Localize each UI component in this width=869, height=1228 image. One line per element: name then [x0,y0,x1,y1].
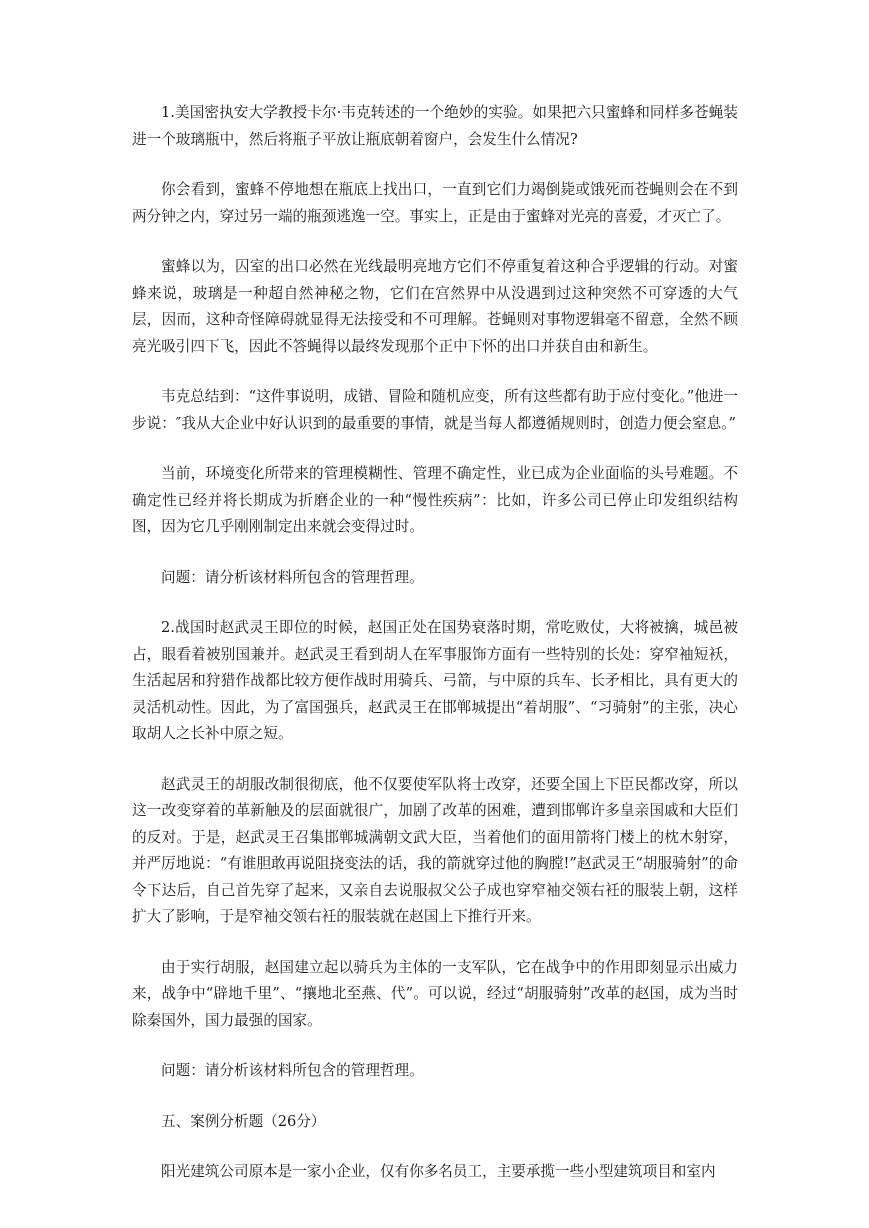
question-2: 问题：请分析该材料所包含的管理哲理。 [161,1062,424,1079]
paragraph-2: 你会看到，蜜蜂不停地想在瓶底上找出口，一直到它们力竭倒毙或饿死而苍蝇则会在不到两分钟之内，穿过另一端的瓶颈逃逸一空。事实上，正是由于蜜蜂对光亮的喜爱，才灭亡了。 [132,181,738,225]
document-page [132,100,738,1210]
paragraph-6: 2.战国时赵武灵王即位的时候，赵国正处在国势衰落时期，常吃败仗，大将被擒，城邑被占，眼看着被别国兼并。赵武灵王看到胡人在军事服饰方面有一些特别的长处：穿窄袖短袄，生活起居和狩猎作战都比较方便作战时用骑兵、弓箭，与中原的兵车、长矛相比，具有更大的灵活机动性。因此，为了富国强兵，赵武灵王在邯郸城提出“着胡服”、“习骑射”的主张，决心取胡人之长补中原之短。 [132,619,738,742]
paragraph-3: 蜜蜂以为，囚室的出口必然在光线最明亮地方它们不停重复着这种合乎逻辑的行动。对蜜蜂来说，玻璃是一种超自然神秘之物，它们在宫然界中从没遇到过这种突然不可穿透的大气层，因而，这种奇怪障碍就显得无法接受和不可理解。苍蝇则对事物逻辑毫不留意，全然不顾亮光吸引四下飞，因此不答蝇得以最终发现那个正中下怀的出口并获自由和新生。 [132,258,738,355]
paragraph-8: 由于实行胡服，赵国建立起以骑兵为主体的一支军队，它在战争中的作用即刻显示出威力来，战争中“辟地千里”、“攘地北至燕、代”。可以说，经过“胡服骑射”改革的赵国，成为当时除秦国外，国力最强的国家。 [132,958,738,1029]
section-heading: 五、案例分析题（26分） [161,1112,326,1130]
paragraph-5: 当前，环境变化所带来的管理模糊性、管理不确定性，业已成为企业面临的头号难题。不确定性已经并将长期成为折磨企业的一种“慢性疾病”：比如，许多公司已停止印发组织结构图，因为它几乎刚刚制定出来就会变得过时。 [132,465,738,535]
paragraph-1: 1.美国密执安大学教授卡尔·韦克转述的一个绝妙的实验。如果把六只蜜蜂和同样多苍蝇装进一个玻璃瓶中，然后将瓶子平放让瓶底朝着窗户，会发生什么情况? [132,104,738,148]
paragraph-7: 赵武灵王的胡服改制很彻底，他不仅要使军队将士改穿，还要全国上下臣民都改穿，所以这一改变穿着的革新触及的层面就很广，加剧了改革的困难，遭到邯郸许多皇亲国戚和大臣们的反对。于是，赵武灵王召集邯郸城满朝文武大臣，当着他们的面用箭将门楼上的枕木射穿，并严厉地说：“有谁胆敢再说阻挠变法的话，我的箭就穿过他的胸膛!”赵武灵王“胡服骑射”的命令下达后，自己首先穿了起来，又亲自去说服叔父公子成也穿窄袖交领右衽的服装上朝，这样扩大了影响，于是窄袖交领右衽的服装就在赵国上下推行开来。 [132,775,738,925]
paragraph-4: 韦克总结到：“这件事说明，成错、冒险和随机应变，所有这些都有助于应付变化。”他进一步说：″我从大企业中好认识到的最重要的事情，就是当每人都遵循规则时，创造力便会窒息。” [132,388,738,432]
question-1: 问题：请分析该材料所包含的管理哲理。 [161,568,424,586]
paragraph-9: 阳光建筑公司原本是一家小企业，仅有你多名员工，主要承揽一些小型建筑项目和室内 [161,1163,716,1180]
